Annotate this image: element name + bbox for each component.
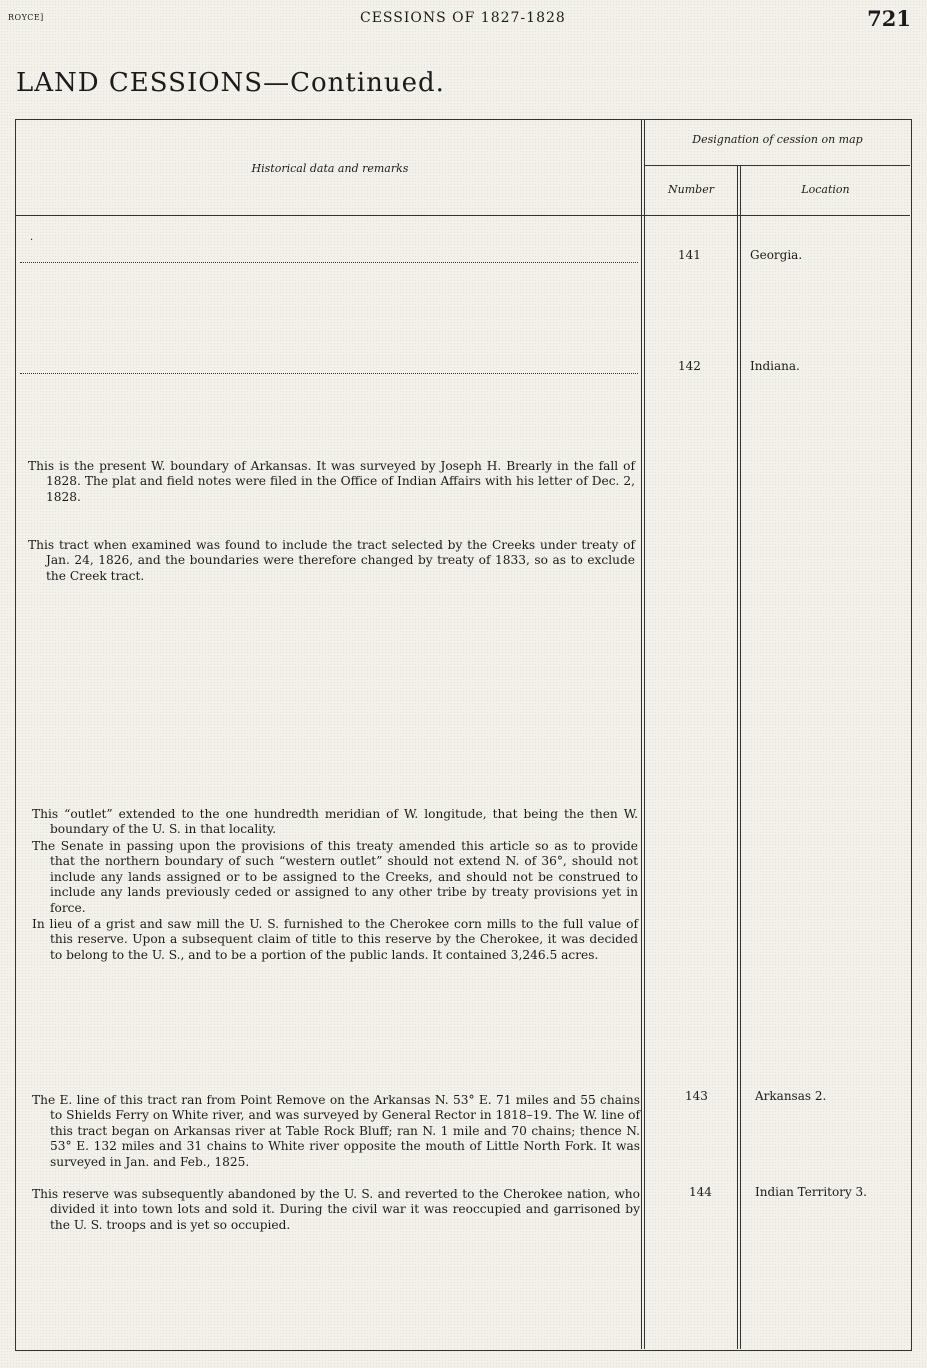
- col-header-location: Location: [801, 183, 850, 196]
- cession-number: 142: [678, 359, 701, 373]
- remark-paragraph: The E. line of this tract ran from Point Remove on the Arkansas N. 53° E. 71 miles and 55 chains to Shields Ferry on White river, and was surveyed by General Rector in 1818–19. The W. line of this tract began on Arkansas river at Table Rock Bluff; ran N. 1 mile and 70 chains; thence N. 53° E. 132 miles and 31 chains to White river opposite the mouth of Little North Fork. It was surveyed in Jan. and Feb., 1825.: [32, 1093, 640, 1169]
- cession-location: Indian Territory 3.: [755, 1185, 867, 1199]
- remark-paragraph: This is the present W. boundary of Arkansas. It was surveyed by Joseph H. Brearly in the fall of 1828. The plat and field notes were filed in the Office of Indian Affairs with his letter of Dec. 2, 1828.: [28, 459, 635, 504]
- col-header-remarks: Historical data and remarks: [251, 162, 409, 175]
- col-header-number: Number: [668, 183, 714, 196]
- cession-location: Arkansas 2.: [755, 1089, 827, 1103]
- running-head-author: ROYCE]: [8, 13, 44, 22]
- cession-number: 144: [689, 1185, 712, 1199]
- column-divider-remarks-2: [644, 119, 645, 1349]
- remark-paragraph: The Senate in passing upon the provisions of this treaty amended this article so as to provide that the northern boundary of such “western outlet” should not extend N. of 36°, should not include any lands assigned or to be assigned to the Creeks, and should not be construed to include any lands previously ceded or assigned to any other tribe by treaty provisions yet in force.: [32, 839, 638, 915]
- column-divider-number-2: [740, 166, 741, 1349]
- designation-underline: [644, 165, 910, 166]
- page-number: 721: [867, 6, 911, 31]
- remark-paragraph: This tract when examined was found to include the tract selected by the Creeks under treaty of Jan. 24, 1826, and the boundaries were therefore changed by treaty of 1833, so as to exclude the Creek tract.: [28, 538, 635, 583]
- remark-paragraph: In lieu of a grist and saw mill the U. S. furnished to the Cherokee corn mills to the full value of this reserve. Upon a subsequent claim of title to this reserve by the Cherokee, it was decided to belong to the U. S., and to be a portion of the public lands. It contained 3,246.5 acres.: [32, 917, 638, 962]
- cession-location: Georgia.: [750, 248, 803, 262]
- cession-location: Indiana.: [750, 359, 800, 373]
- page-title: LAND CESSIONS—Continued.: [16, 68, 445, 98]
- running-head-title: CESSIONS OF 1827-1828: [360, 10, 566, 26]
- leader-dots: [20, 262, 638, 263]
- column-divider-number: [737, 166, 738, 1349]
- column-divider-remarks: [641, 119, 642, 1349]
- remark-paragraph: This “outlet” extended to the one hundredth meridian of W. longitude, that being the then W. boundary of the U. S. in that locality.: [32, 807, 638, 837]
- cession-number: 141: [678, 248, 701, 262]
- col-header-designation: Designation of cession on map: [692, 133, 863, 146]
- leader-dots: [20, 373, 638, 374]
- cession-number: 143: [685, 1089, 708, 1103]
- header-bottom-rule: [15, 215, 910, 216]
- remark-paragraph: This reserve was subsequently abandoned by the U. S. and reverted to the Cherokee nation, who divided it into town lots and sold it. During the civil war it was reoccupied and garrisoned by the U. S. troops and is yet so occupied.: [32, 1187, 640, 1232]
- stray-mark: ·: [30, 235, 34, 246]
